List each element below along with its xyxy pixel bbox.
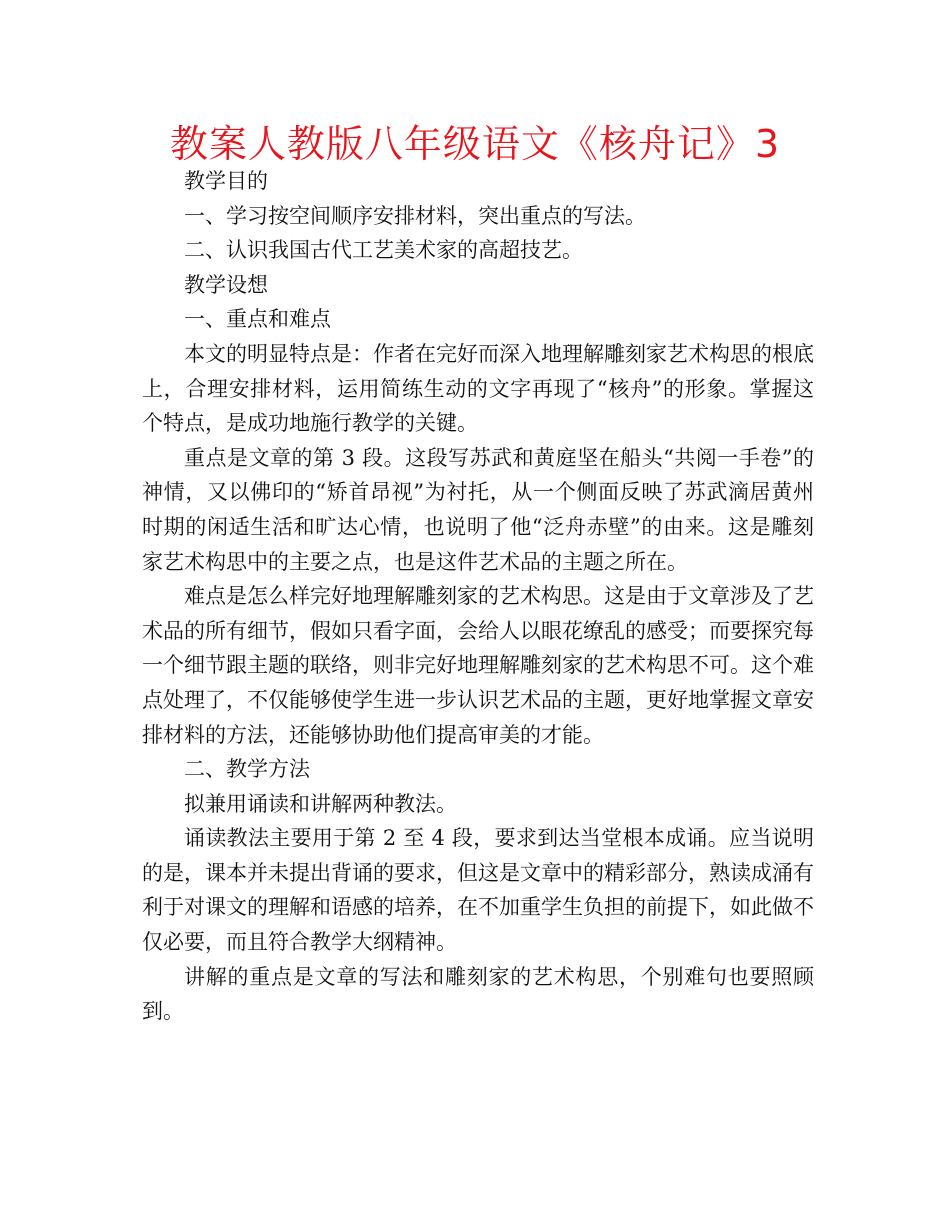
section-1-heading: 一、重点和难点 — [184, 307, 331, 332]
paragraph-3: 难点是怎么样完好地理解雕刻家的艺术构思。这是由于文章涉及了艺术品的所有细节，假如只看字面，会给人以眼花缭乱的感受；而要探究每一个细节跟主题的联络，则非完好地理解雕刻家的艺术构思不可。这个难点处理了，不仅能够使学生进一步认识艺术品的主题，更好地掌握文章安排材料的方法，还能够协助他们提高审美的才能。 — [142, 584, 814, 747]
paragraph-4: 拟兼用诵读和讲解两种教法。 — [184, 791, 457, 816]
heading-objectives: 教学目的 — [184, 169, 268, 193]
objective-1: 一、学习按空间顺序安排材料，突出重点的写法。 — [184, 203, 646, 228]
paragraph-6: 讲解的重点是文章的写法和雕刻家的艺术构思，个别难句也要照顾到。 — [142, 964, 814, 1024]
paragraph-5: 诵读教法主要用于第 2 至 4 段，要求到达当堂根本成诵。应当说明的是，课本并未提出背诵的要求，但这是文章中的精彩部分，熟读成涌有利于对课文的理解和语感的培养，在不加重学生负担的前提下，如此做不仅必要，而且符合教学大纲精神。 — [142, 826, 814, 955]
paragraph-1: 本文的明显特点是：作者在完好而深入地理解雕刻家艺术构思的根底上，合理安排材料，运用简练生动的文字再现了“核舟”的形象。掌握这个特点，是成功地施行教学的关键。 — [142, 341, 814, 436]
section-2-heading: 二、教学方法 — [184, 757, 310, 782]
document-body — [142, 164, 814, 1029]
document-title: 教案人教版八年级语文《核舟记》3 — [169, 122, 781, 166]
heading-design: 教学设想 — [184, 272, 268, 297]
paragraph-2: 重点是文章的第 3 段。这段写苏武和黄庭坚在船头“共阅一手卷”的神情，又以佛印的“矫首昂视”为衬托，从一个侧面反映了苏武滴居黄州时期的闲适生活和旷达心情，也说明了他“泛舟赤壁”的由来。这是雕刻家艺术构思中的主要之点，也是这件艺术品的主题之所在。 — [142, 445, 814, 574]
objective-2: 二、认识我国古代工艺美术家的高超技艺。 — [184, 238, 583, 263]
